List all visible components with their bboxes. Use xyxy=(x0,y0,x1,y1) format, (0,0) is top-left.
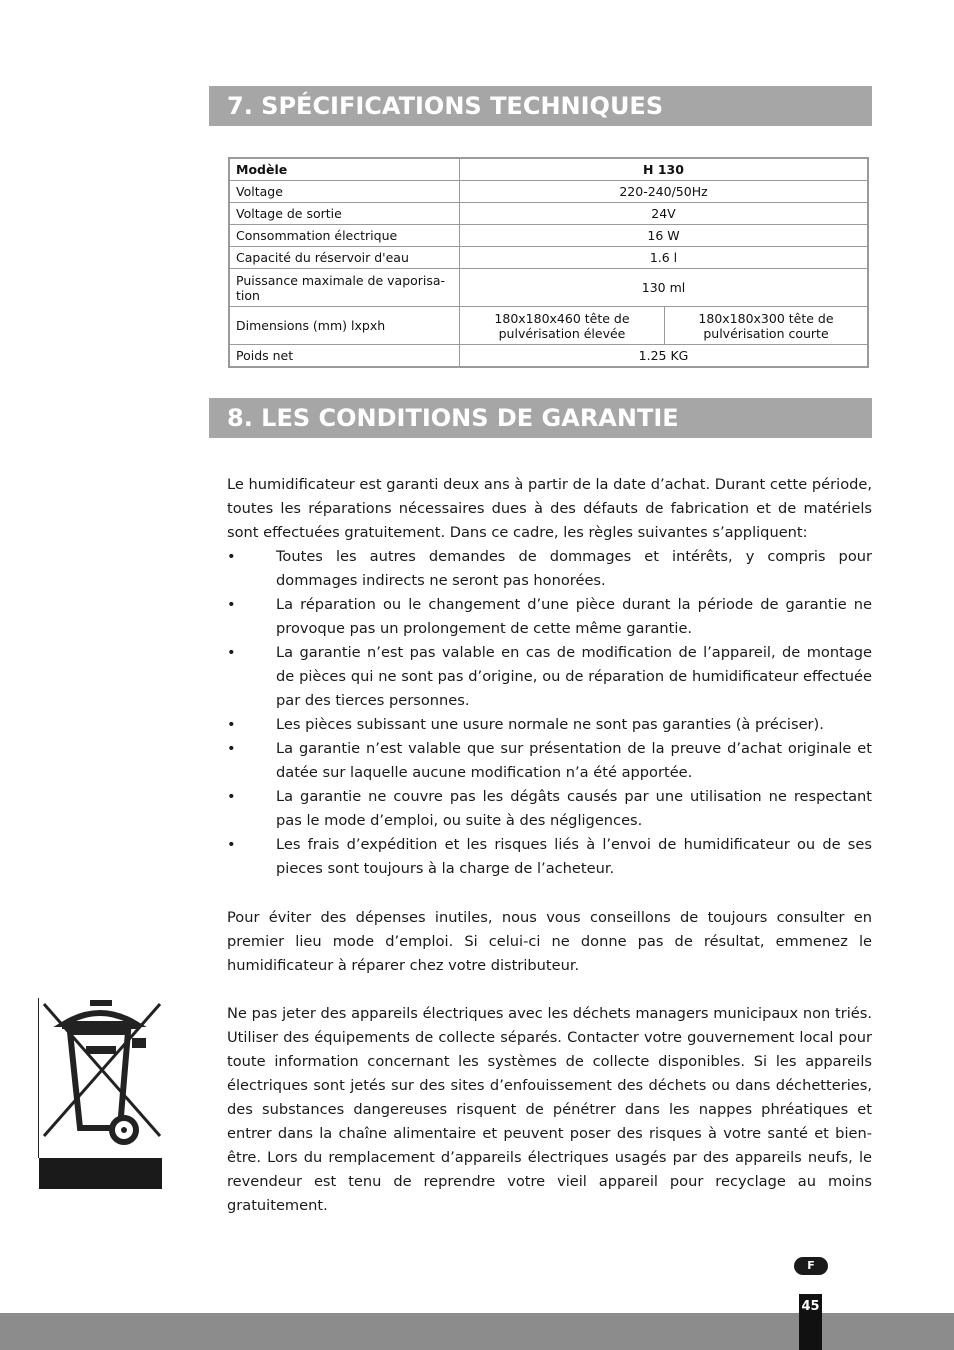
bullet: • xyxy=(227,740,236,757)
table-cell: 16 W xyxy=(460,225,869,247)
table-cell: Puissance maximale de vaporisa-tion xyxy=(229,269,460,307)
bullet: • xyxy=(227,548,236,565)
section-title-specifications: 7. SPÉCIFICATIONS TECHNIQUES xyxy=(209,86,872,126)
table-row xyxy=(229,158,868,181)
table-cell: Voltage xyxy=(229,181,460,203)
table-cell: 220-240/50Hz xyxy=(460,181,869,203)
table-cell: Modèle xyxy=(229,158,460,181)
list-item xyxy=(227,737,872,785)
table-cell: H 130 xyxy=(460,158,869,181)
list-item xyxy=(227,641,872,713)
table-row xyxy=(229,307,868,345)
table-cell: 1.25 KG xyxy=(460,345,869,368)
bullet: • xyxy=(227,644,236,661)
table-cell: 130 ml xyxy=(460,269,869,307)
table-row xyxy=(229,203,868,225)
warranty-conditions-list xyxy=(227,545,872,881)
table-cell: 1.6 l xyxy=(460,247,869,269)
list-item-text: Les frais d’expédition et les risques liés à l’envoi de humidificateur ou de ses pieces sont toujours à la charge de l’acheteur. xyxy=(276,836,872,877)
table-row xyxy=(229,269,868,307)
bullet: • xyxy=(227,716,236,733)
section-title-warranty: 8. LES CONDITIONS DE GARANTIE xyxy=(209,398,872,438)
table-cell: 180x180x460 tête de pulvérisation élevée xyxy=(460,307,665,345)
table-cell: 180x180x300 tête de pulvérisation courte xyxy=(665,307,869,345)
table-cell: Poids net xyxy=(229,345,460,368)
list-item-text: Toutes les autres demandes de dommages et intérêts, y compris pour dommages indirects ne seront pas honorées. xyxy=(276,548,872,589)
table-cell: Voltage de sortie xyxy=(229,203,460,225)
bullet: • xyxy=(227,596,236,613)
list-item xyxy=(227,785,872,833)
crossed-out-wheelie-bin-icon xyxy=(38,998,162,1189)
list-item xyxy=(227,593,872,641)
list-item-text: La garantie n’est valable que sur présentation de la preuve d’achat originale et datée sur laquelle aucune modification n’a été apportée. xyxy=(276,740,872,781)
table-row xyxy=(229,345,868,368)
table-cell: Capacité du réservoir d'eau xyxy=(229,247,460,269)
table-row xyxy=(229,247,868,269)
list-item xyxy=(227,545,872,593)
table-cell: Dimensions (mm) lxpxh xyxy=(229,307,460,345)
table-row xyxy=(229,225,868,247)
list-item-text: La garantie ne couvre pas les dégâts causés par une utilisation ne respectant pas le mode d’emploi, ou suite à des négligences. xyxy=(276,788,872,829)
list-item-text: La garantie n’est pas valable en cas de modification de l’appareil, de montage de pièces qui ne sont pas d’origine, ou de réparation de humidificateur effectuée par des tierces personnes. xyxy=(276,644,872,709)
list-item-text: La réparation ou le changement d’une pièce durant la période de garantie ne provoque pas un prolongement de cette même garantie. xyxy=(276,596,872,637)
list-item xyxy=(227,713,872,737)
warranty-intro: Le humidificateur est garanti deux ans à partir de la date d’achat. Durant cette période, toutes les réparations nécessaires dues à des défauts de fabrication et de matériels sont effectuées gratuitement. Dans ce cadre, les règles suivantes s’appliquent: xyxy=(227,476,872,541)
list-item xyxy=(227,833,872,881)
table-row xyxy=(229,181,868,203)
specifications-table xyxy=(228,157,869,368)
warranty-advice-paragraph: Pour éviter des dépenses inutiles, nous vous conseillons de toujours consulter en premier lieu mode d’emploi. Si celui-ci ne donne pas de résultat, emmenez le humidificateur à réparer chez votre distributeur. xyxy=(227,909,872,974)
bullet: • xyxy=(227,788,236,805)
table-cell: 24V xyxy=(460,203,869,225)
list-item-text: Les pièces subissant une usure normale ne sont pas garanties (à préciser). xyxy=(276,716,824,733)
table-cell: Consommation électrique xyxy=(229,225,460,247)
bullet: • xyxy=(227,836,236,853)
disposal-paragraph: Ne pas jeter des appareils électriques avec les déchets managers municipaux non triés. Utiliser des équipements de collecte séparés. Contacter votre gouvernement local pour toute information concernant les systèmes de collecte disponibles. Si les appareils électriques sont jetés sur des sites d’enfouissement des déchets ou dans déchetteries, des substances dangereuses risquent de pénétrer dans les nappes phréatiques et entrer dans la chaîne alimentaire et peuvent poser des risques à votre santé et bien-être. Lors du remplacement d’appareils électriques usagés par des appareils neufs, le revendeur est tenu de reprendre votre vieil appareil pour recyclage au moins gratuitement. xyxy=(227,1005,872,1214)
language-badge: F xyxy=(794,1257,828,1275)
page-number: 45 xyxy=(799,1294,822,1350)
